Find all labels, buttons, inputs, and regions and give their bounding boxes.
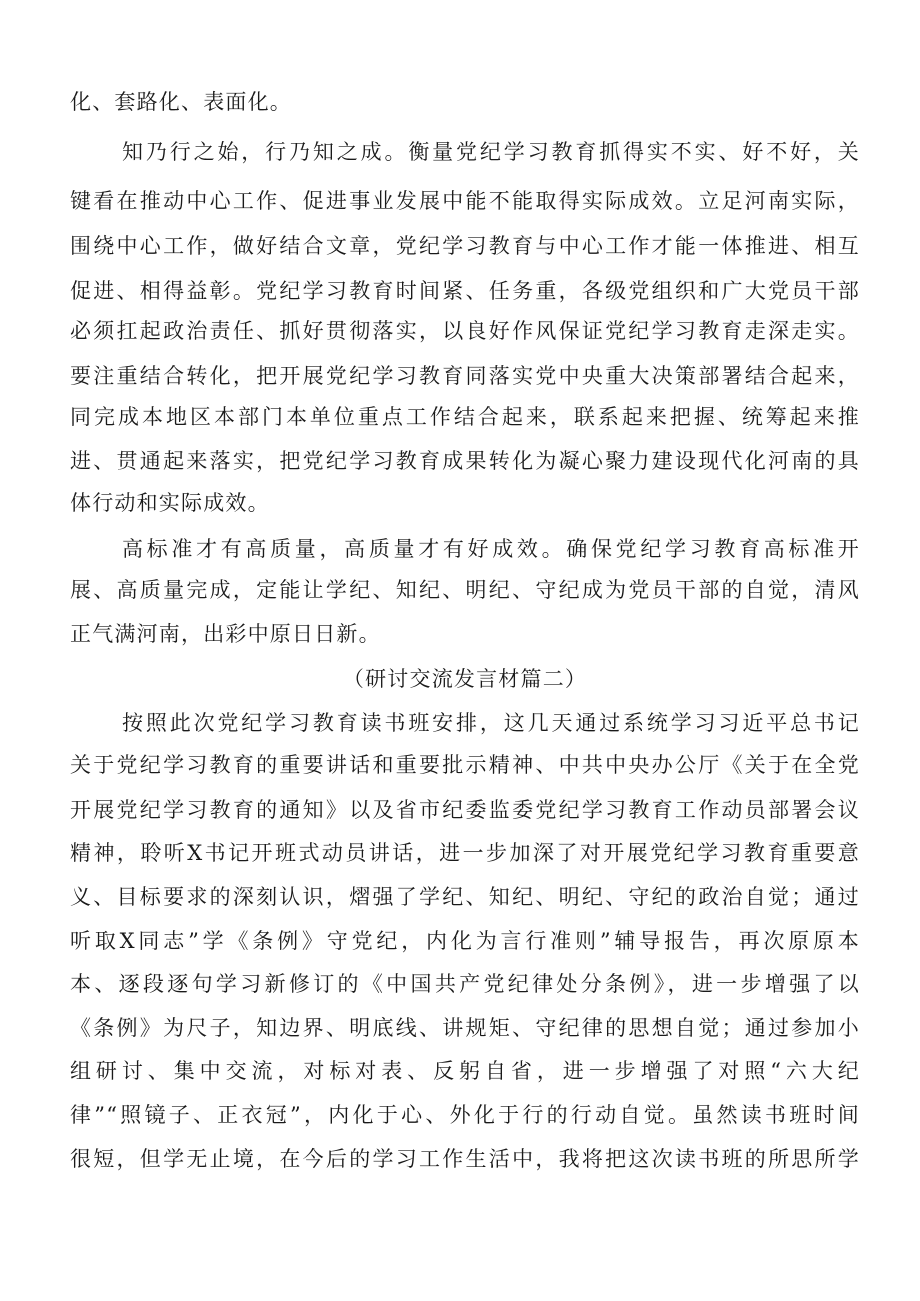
- text-line: 精神，聆听X书记开班式动员讲话，进一步加深了对开展党纪学习教育重要意: [70, 841, 860, 865]
- text-line: 化、套路化、表面化。: [70, 90, 292, 114]
- text-line: 律”“照镜子、正衣冠”，内化于心、外化于行的行动自觉。虽然读书班时间: [70, 1103, 860, 1127]
- text-line: 组研讨、集中交流，对标对表、反躬自省，进一步增强了对照“六大纪: [70, 1059, 860, 1083]
- text-line: 进、贯通起来落实，把党纪学习教育成果转化为凝心聚力建设现代化河南的具: [70, 449, 860, 473]
- text-line: 本、逐段逐句学习新修订的《中国共产党纪律处分条例》，进一步增强了以: [70, 972, 860, 996]
- text-line: 正气满河南，出彩中原日日新。: [70, 622, 381, 646]
- text-line: 围绕中心工作，做好结合文章，党纪学习教育与中心工作才能一体推进、相互: [70, 234, 860, 258]
- text-line: 义、目标要求的深刻认识，熠强了学纪、知纪、明纪、守纪的政治自觉；通过: [70, 885, 860, 909]
- text-line: 要注重结合转化，把开展党纪学习教育同落实党中央重大决策部署结合起来，: [70, 364, 860, 388]
- text-line: 开展党纪学习教育的通知》以及省市纪委监委党纪学习教育工作动员部署会议: [70, 798, 860, 822]
- paragraph-first-line: 按照此次党纪学习教育读书班安排，这几天通过系统学习习近平总书记: [122, 711, 860, 735]
- paragraph-first-line: 知乃行之始，行乃知之成。衡量党纪学习教育抓得实不实、好不好，关: [122, 140, 860, 164]
- text-line: 键看在推动中心工作、促进事业发展中能不能取得实际成效。立足河南实际，: [70, 189, 860, 213]
- text-line: 很短，但学无止境，在今后的学习工作生活中，我将把这次读书班的所思所学: [70, 1147, 860, 1171]
- text-line: 促进、相得益彰。党纪学习教育时间紧、任务重，各级党组织和广大党员干部: [70, 279, 860, 303]
- text-line: 《条例》为尺子，知边界、明底线、讲规矩、守纪律的思想自觉；通过参加小: [70, 1016, 860, 1040]
- text-line: 体行动和实际成效。: [70, 491, 270, 515]
- text-line: 同完成本地区本部门本单位重点工作结合起来，联系起来把握、统筹起来推: [70, 405, 860, 429]
- paragraph-first-line: 高标准才有高质量，高质量才有好成效。确保党纪学习教育高标准开: [122, 537, 860, 561]
- text-line: 展、高质量完成，定能让学纪、知纪、明纪、守纪成为党员干部的自觉，清风: [70, 578, 860, 602]
- text-line: 听取X同志”学《条例》守党纪，内化为言行准则”辅导报告，再次原原本: [70, 929, 860, 953]
- section-heading: （研讨交流发言材篇二）: [342, 667, 588, 691]
- text-line: 关于党纪学习教育的重要讲话和重要批示精神、中共中央办公厅《关于在全党: [70, 753, 860, 777]
- text-line: 必须扛起政治责任、抓好贯彻落实，以良好作风保证党纪学习教育走深走实。: [70, 319, 860, 343]
